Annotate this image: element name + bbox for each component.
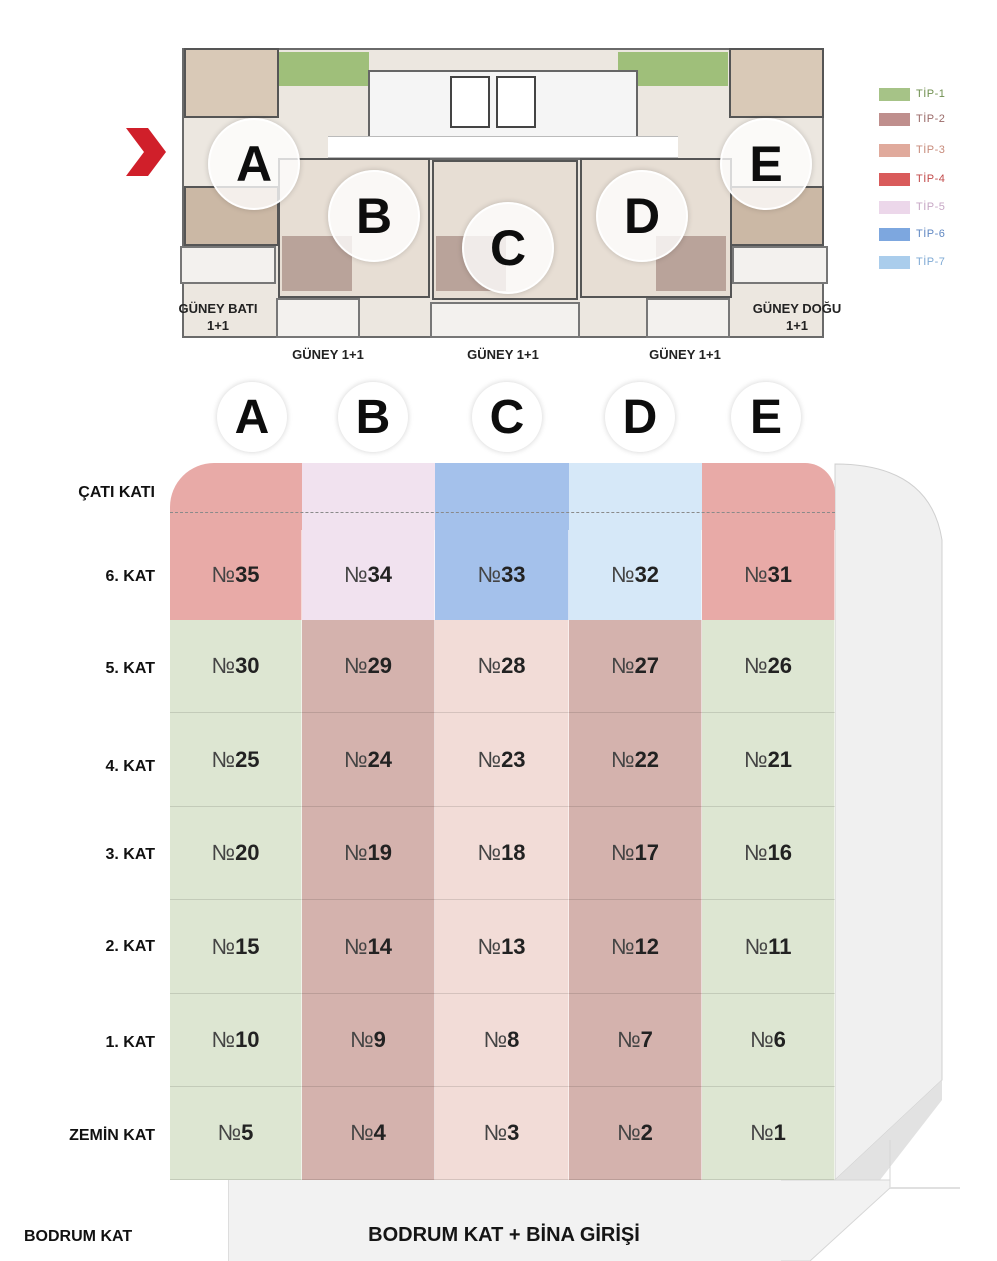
apartment-number: 15 bbox=[235, 933, 260, 959]
apartment-number: 28 bbox=[501, 653, 526, 678]
apartment-number-prefix: № bbox=[743, 562, 768, 587]
legend-label: TİP-4 bbox=[916, 173, 946, 185]
floor-label: 6. KAT bbox=[105, 568, 155, 585]
apartment-cell bbox=[569, 530, 702, 620]
legend-item bbox=[879, 111, 945, 127]
plan-label-sw-type: 1+1 bbox=[206, 318, 230, 333]
apartment-number: 7 bbox=[640, 1027, 653, 1052]
apartment-number: 18 bbox=[501, 840, 526, 865]
apartment-number-prefix: № bbox=[610, 562, 635, 587]
legend-swatch bbox=[879, 173, 910, 186]
legend-label: TİP-7 bbox=[916, 256, 946, 268]
apartment-number-prefix: № bbox=[343, 933, 368, 959]
unit-e-bedroom bbox=[729, 48, 824, 118]
unit-d-terrace bbox=[646, 298, 730, 338]
apartment-number-prefix: № bbox=[617, 1027, 641, 1052]
apartment-number: 4 bbox=[373, 1120, 386, 1145]
corridor bbox=[328, 136, 678, 158]
apartment-number-prefix: № bbox=[477, 562, 502, 587]
apartment-number-prefix: № bbox=[211, 840, 236, 865]
apartment-cell bbox=[170, 994, 302, 1087]
apartment-cell bbox=[702, 1087, 835, 1180]
apartment-cell bbox=[702, 900, 835, 994]
apartment-number-prefix: № bbox=[350, 1120, 374, 1145]
apartment-number: 5 bbox=[241, 1120, 254, 1145]
roof-line bbox=[170, 512, 835, 513]
floor-label: 1. KAT bbox=[105, 1034, 155, 1051]
apartment-cell bbox=[302, 530, 435, 620]
legend-swatch bbox=[879, 256, 910, 269]
column-header-e: E bbox=[731, 382, 801, 452]
floor-label: 4. KAT bbox=[105, 758, 155, 775]
plan-badge-c: C bbox=[462, 202, 554, 294]
apartment-number: 16 bbox=[767, 840, 793, 865]
apartment-number: 11 bbox=[768, 933, 792, 959]
apartment-cell bbox=[569, 1087, 702, 1180]
floor-plan bbox=[178, 46, 828, 338]
apartment-number: 2 bbox=[640, 1120, 653, 1145]
apartment-number-prefix: № bbox=[743, 746, 768, 772]
legend-swatch bbox=[879, 113, 910, 126]
basement-block bbox=[228, 1180, 781, 1261]
pointer-arrow-icon bbox=[124, 126, 168, 178]
apartment-cell bbox=[569, 807, 702, 900]
apartment-number: 12 bbox=[634, 933, 660, 959]
apartment-number: 19 bbox=[367, 840, 393, 865]
plan-label-d: GÜNEY 1+1 bbox=[649, 347, 721, 362]
apartment-cell bbox=[170, 900, 302, 994]
apartment-number-prefix: № bbox=[211, 933, 236, 959]
unit-a-garden bbox=[279, 52, 369, 86]
legend-swatch bbox=[879, 201, 910, 214]
apartment-number-prefix: № bbox=[343, 746, 368, 772]
apartment-number: 32 bbox=[634, 562, 660, 587]
apartment-cell bbox=[170, 530, 302, 620]
legend-item bbox=[879, 254, 945, 270]
apartment-cell bbox=[170, 1087, 302, 1180]
column-header-a: A bbox=[217, 382, 287, 452]
apartment-cell bbox=[435, 1087, 569, 1180]
apartment-number: 24 bbox=[367, 746, 393, 772]
apartment-number: 9 bbox=[373, 1027, 386, 1052]
basement-label: BODRUM KAT bbox=[24, 1228, 133, 1245]
apartment-cell bbox=[302, 1087, 435, 1180]
apartment-number-prefix: № bbox=[477, 746, 502, 772]
column-header-c: C bbox=[472, 382, 542, 452]
apartment-number-prefix: № bbox=[477, 840, 502, 865]
plan-label-se bbox=[745, 300, 849, 334]
apartment-number: 14 bbox=[367, 933, 393, 959]
apartment-number: 27 bbox=[634, 653, 660, 678]
plan-badge-e: E bbox=[720, 118, 812, 210]
apartment-number: 13 bbox=[501, 933, 526, 959]
apartment-number: 29 bbox=[367, 653, 393, 678]
apartment-number-prefix: № bbox=[477, 933, 502, 959]
floor-label: 2. KAT bbox=[105, 938, 155, 955]
plan-label-sw bbox=[170, 300, 266, 334]
apartment-number-prefix: № bbox=[610, 653, 635, 678]
apartment-cell bbox=[702, 530, 835, 620]
floor-label: 3. KAT bbox=[105, 846, 155, 863]
legend-swatch bbox=[879, 228, 910, 241]
apartment-number-prefix: № bbox=[617, 1120, 641, 1145]
column-header-d: D bbox=[605, 382, 675, 452]
apartment-number: 23 bbox=[501, 746, 526, 772]
apartment-cell bbox=[302, 994, 435, 1087]
apartment-cell bbox=[302, 620, 435, 713]
legend-swatch bbox=[879, 88, 910, 101]
elevator-1 bbox=[450, 76, 490, 128]
apartment-number: 1 bbox=[773, 1120, 786, 1145]
apartment-number: 6 bbox=[773, 1027, 786, 1052]
apartment-number-prefix: № bbox=[350, 1027, 374, 1052]
legend-label: TİP-1 bbox=[916, 88, 946, 100]
apartment-number-prefix: № bbox=[477, 653, 502, 678]
plan-badge-a: A bbox=[208, 118, 300, 210]
apartment-number: 33 bbox=[501, 562, 526, 587]
basement-title: BODRUM KAT + BİNA GİRİŞİ bbox=[368, 1224, 640, 1246]
apartment-cell bbox=[302, 807, 435, 900]
apartment-number: 20 bbox=[235, 840, 260, 865]
apartment-number-prefix: № bbox=[211, 1027, 236, 1052]
apartment-number-prefix: № bbox=[211, 653, 236, 678]
apartment-cell bbox=[702, 994, 835, 1087]
apartment-number-prefix: № bbox=[750, 1027, 774, 1052]
apartment-number-prefix: № bbox=[744, 933, 769, 959]
legend-item bbox=[879, 171, 945, 187]
unit-b-terrace bbox=[276, 298, 360, 338]
apartment-number-prefix: № bbox=[610, 933, 635, 959]
apartment-number-prefix: № bbox=[217, 1120, 242, 1145]
column-header-b: B bbox=[338, 382, 408, 452]
apartment-cell bbox=[569, 900, 702, 994]
apartment-cell bbox=[302, 713, 435, 807]
plan-label-se-type: 1+1 bbox=[785, 318, 809, 333]
legend-label: TİP-3 bbox=[916, 144, 946, 156]
apartment-number-prefix: № bbox=[750, 1120, 774, 1145]
apartment-number-prefix: № bbox=[483, 1120, 508, 1145]
apartment-number: 17 bbox=[634, 840, 660, 865]
apartment-cell bbox=[569, 994, 702, 1087]
apartment-number: 35 bbox=[235, 562, 260, 587]
unit-e-terrace bbox=[732, 246, 828, 284]
apartment-cell bbox=[569, 713, 702, 807]
apartment-cell bbox=[302, 900, 435, 994]
legend-item bbox=[879, 226, 945, 242]
plan-badge-d: D bbox=[596, 170, 688, 262]
apartment-number: 25 bbox=[235, 746, 260, 772]
apartment-number: 8 bbox=[507, 1027, 520, 1052]
apartment-number: 21 bbox=[767, 746, 793, 772]
apartment-cell bbox=[435, 994, 569, 1087]
apartment-number-prefix: № bbox=[610, 746, 635, 772]
apartment-cell bbox=[170, 713, 302, 807]
apartment-cell bbox=[435, 713, 569, 807]
apartment-cell bbox=[435, 807, 569, 900]
legend-item bbox=[879, 199, 945, 215]
unit-c-terrace bbox=[430, 302, 580, 338]
apartment-cell bbox=[702, 807, 835, 900]
apartment-cell bbox=[702, 713, 835, 807]
apartment-number-prefix: № bbox=[743, 653, 768, 678]
legend-label: TİP-5 bbox=[916, 201, 946, 213]
apartment-number-prefix: № bbox=[343, 653, 368, 678]
elevator-2 bbox=[496, 76, 536, 128]
apartment-cell bbox=[435, 530, 569, 620]
apartment-number-prefix: № bbox=[211, 746, 236, 772]
plan-label-se-name: GÜNEY DOĞU bbox=[752, 301, 842, 316]
apartment-number-prefix: № bbox=[343, 840, 368, 865]
apartment-number-prefix: № bbox=[610, 840, 635, 865]
apartment-cell bbox=[170, 807, 302, 900]
apartment-number: 31 bbox=[767, 562, 793, 587]
apartment-cell bbox=[435, 620, 569, 713]
apartment-number: 34 bbox=[367, 562, 393, 587]
apartment-number: 30 bbox=[235, 653, 260, 678]
apartment-cell bbox=[435, 900, 569, 994]
legend-swatch bbox=[879, 144, 910, 157]
apartment-number-prefix: № bbox=[743, 840, 768, 865]
plan-label-sw-name: GÜNEY BATI bbox=[178, 301, 258, 316]
apartment-cell bbox=[170, 620, 302, 713]
plan-label-c: GÜNEY 1+1 bbox=[467, 347, 539, 362]
plan-badge-b: B bbox=[328, 170, 420, 262]
floor-label: 5. KAT bbox=[105, 660, 155, 677]
apartment-number-prefix: № bbox=[483, 1027, 508, 1052]
unit-a-terrace bbox=[180, 246, 276, 284]
apartment-number-prefix: № bbox=[211, 562, 236, 587]
apartment-number: 22 bbox=[634, 746, 660, 772]
unit-a-bedroom bbox=[184, 48, 279, 118]
legend-label: TİP-6 bbox=[916, 228, 946, 240]
floor-label: ÇATI KATI bbox=[78, 484, 155, 501]
plan-label-b: GÜNEY 1+1 bbox=[292, 347, 364, 362]
legend-item bbox=[879, 142, 945, 158]
apartment-cell bbox=[702, 620, 835, 713]
apartment-number-prefix: № bbox=[343, 562, 368, 587]
legend-label: TİP-2 bbox=[916, 113, 946, 125]
apartment-number: 26 bbox=[767, 653, 793, 678]
apartment-number: 3 bbox=[507, 1120, 520, 1145]
floor-label: ZEMİN KAT bbox=[69, 1127, 155, 1144]
legend-item bbox=[879, 86, 945, 102]
apartment-cell bbox=[569, 620, 702, 713]
apartment-number: 10 bbox=[235, 1027, 260, 1052]
